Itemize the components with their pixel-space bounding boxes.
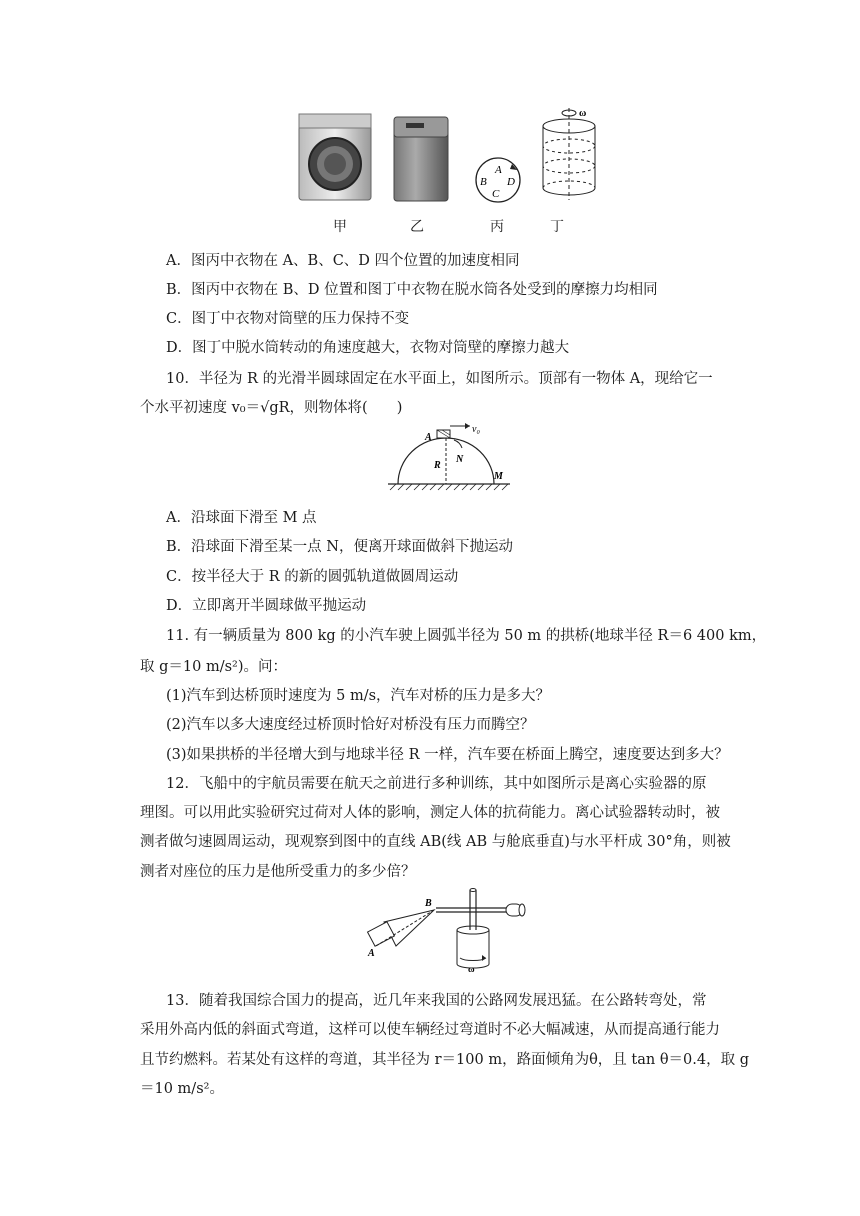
q10-stem-line1: 10．半径为 R 的光滑半圆球固定在水平面上，如图所示。顶部有一物体 A，现给它一: [166, 371, 713, 387]
q13-line1: 13．随着我国综合国力的提高，近几年来我国的公路网发展迅猛。在公路转弯处，常: [166, 993, 707, 1009]
label-A: A: [425, 432, 432, 443]
caption-jia: 甲: [333, 219, 347, 235]
q10-option-c: C．按半径大于 R 的新的圆弧轨道做圆周运动: [166, 569, 459, 585]
label-R: R: [434, 460, 441, 471]
q9-option-b: B．图丙中衣物在 B、D 位置和图丁中衣物在脱水筒各处受到的摩擦力均相同: [166, 282, 658, 298]
label-M: M: [494, 471, 503, 482]
q11-stem-line2: 取 g＝10 m/s²)。问：: [140, 659, 287, 675]
q12-line4: 测者对座位的压力是他所受重力的多少倍？: [140, 864, 416, 880]
q10-stem-line2: 个水平初速度 v₀＝√gR，则物体将( ): [140, 400, 403, 416]
label-C: C: [492, 188, 500, 200]
caption-bing: 丙: [490, 219, 504, 235]
figure-hemisphere: [384, 420, 514, 496]
q12-line2: 理图。可以用此实验研究过荷对人体的影响，测定人体的抗荷能力。离心试验器转动时，被: [140, 805, 720, 821]
q13-line3: 且节约燃料。若某处有这样的弯道，其半径为 r＝100 m，路面倾角为θ，且 tan θ＝0.4，取 g: [140, 1052, 750, 1068]
q11-part-3: (3)如果拱桥的半径增大到与地球半径 R 一样，汽车要在桥面上腾空，速度要达到多大？: [166, 747, 729, 763]
q9-option-a: A．图丙中衣物在 A、B、C、D 四个位置的加速度相同: [166, 253, 520, 269]
q10-option-d: D．立即离开半圆球做平抛运动: [166, 598, 367, 614]
omega-label: ω: [468, 964, 475, 974]
q11-stem-line1: 11. 有一辆质量为 800 kg 的小汽车驶上圆弧半径为 50 m 的拱桥(地球半径 R＝6 400 km，: [166, 628, 767, 644]
caption-yi: 乙: [410, 219, 424, 235]
q12-line1: 12．飞船中的宇航员需要在航天之前进行多种训练，其中如图所示是离心实验器的原: [166, 776, 707, 792]
caption-ding: 丁: [550, 219, 564, 235]
label-B: B: [480, 176, 487, 188]
q11-part-1: (1)汽车到达桥顶时速度为 5 m/s，汽车对桥的压力是多大？: [166, 688, 551, 704]
label-v0: v₀: [472, 424, 480, 435]
figure-bing-circle: [470, 152, 526, 208]
label-B: B: [425, 898, 432, 909]
q9-option-d: D．图丁中脱水筒转动的角速度越大，衣物对筒壁的摩擦力越大: [166, 340, 570, 356]
label-D: D: [507, 176, 515, 188]
figure-jia-washing-machine: [296, 112, 374, 204]
q10-option-a: A．沿球面下滑至 M 点: [166, 510, 317, 526]
figure-yi-top-loader: [392, 115, 450, 203]
figure-centrifuge: [362, 884, 532, 974]
q10-option-b: B．沿球面下滑至某一点 N，便离开球面做斜下抛运动: [166, 539, 513, 555]
omega-label: ω: [579, 108, 587, 119]
label-A: A: [495, 164, 502, 176]
q13-line2: 采用外高内低的斜面式弯道，这样可以使车辆经过弯道时不必大幅减速，从而提高通行能力: [140, 1022, 720, 1038]
figure-ding-cylinder: [537, 104, 601, 204]
q9-option-c: C．图丁中衣物对筒壁的压力保持不变: [166, 311, 410, 327]
label-N: N: [456, 454, 464, 465]
q12-line3: 测者做匀速圆周运动，现观察到图中的直线 AB(线 AB 与舱底垂直)与水平杆成 30°角，则被: [140, 834, 731, 850]
label-A: A: [368, 948, 375, 959]
q11-part-2: (2)汽车以多大速度经过桥顶时恰好对桥没有压力而腾空？: [166, 717, 535, 733]
q13-line4: ＝10 m/s²。: [140, 1081, 224, 1097]
